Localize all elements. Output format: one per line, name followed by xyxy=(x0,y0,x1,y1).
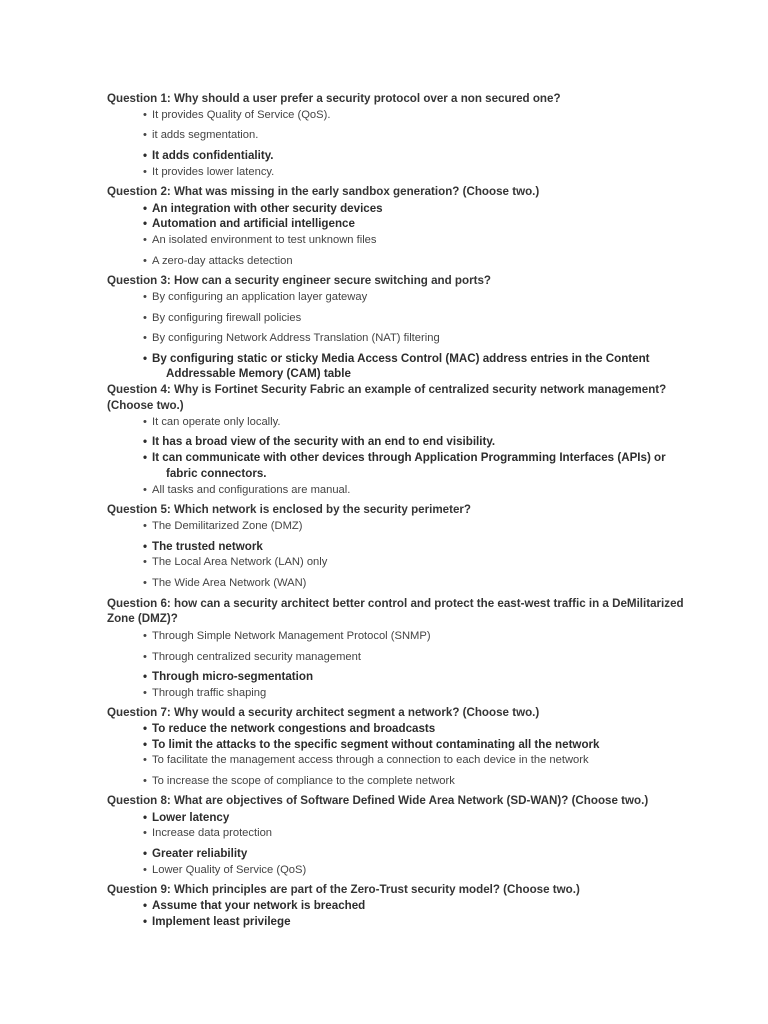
question-5-option-1: • The Demilitarized Zone (DMZ) xyxy=(143,520,303,532)
question-1-option-2: • it adds segmentation. xyxy=(143,129,259,141)
question-3-option-4-continuation: Addressable Memory (CAM) table xyxy=(166,367,351,380)
question-6-title: Question 6: how can a security architect better control and protect the east-west traffic in a DeMilitarized xyxy=(107,597,684,610)
question-5-title: Question 5: Which network is enclosed by the security perimeter? xyxy=(107,503,472,516)
question-4-option-1: • It can operate only locally. xyxy=(143,416,281,428)
question-8-title: Question 8: What are objectives of Software Defined Wide Area Network (SD-WAN)? (Choose two.) xyxy=(107,794,649,807)
question-7-option-2-correct: • To limit the attacks to the specific segment without contaminating all the network xyxy=(143,738,600,751)
question-6-option-3-correct: • Through micro-segmentation xyxy=(143,670,314,683)
question-1-option-3-correct: • It adds confidentiality. xyxy=(143,149,274,162)
question-3-option-3: • By configuring Network Address Translation (NAT) filtering xyxy=(143,332,440,344)
question-2-title: Question 2: What was missing in the early sandbox generation? (Choose two.) xyxy=(107,185,540,198)
question-1-option-4: • It provides lower latency. xyxy=(143,166,275,178)
question-4-option-4: • All tasks and configurations are manual. xyxy=(143,484,351,496)
question-7-option-4: • To increase the scope of compliance to the complete network xyxy=(143,775,455,787)
question-5-option-4: • The Wide Area Network (WAN) xyxy=(143,577,307,589)
question-7-option-1-correct: • To reduce the network congestions and broadcasts xyxy=(143,722,436,735)
question-9-title: Question 9: Which principles are part of the Zero-Trust security model? (Choose two.) xyxy=(107,883,580,896)
question-9-option-1-correct: • Assume that your network is breached xyxy=(143,899,366,912)
question-4-title-continuation: (Choose two.) xyxy=(107,399,184,412)
question-5-option-2-correct: • The trusted network xyxy=(143,540,263,553)
question-6-title-continuation: Zone (DMZ)? xyxy=(107,612,178,625)
question-6-option-4: • Through traffic shaping xyxy=(143,687,267,699)
question-3-option-2: • By configuring firewall policies xyxy=(143,312,302,324)
question-4-option-3-continuation: fabric connectors. xyxy=(166,467,267,480)
question-2-option-3: • An isolated environment to test unknown files xyxy=(143,234,377,246)
question-9-option-2-correct: • Implement least privilege xyxy=(143,915,291,928)
question-4-title: Question 4: Why is Fortinet Security Fabric an example of centralized security network management? xyxy=(107,383,667,396)
question-4-option-2-correct: • It has a broad view of the security with an end to end visibility. xyxy=(143,435,496,448)
question-2-option-4: • A zero-day attacks detection xyxy=(143,255,293,267)
question-1-title: Question 1: Why should a user prefer a security protocol over a non secured one? xyxy=(107,92,561,105)
question-2-option-2-correct: • Automation and artificial intelligence xyxy=(143,217,355,230)
question-6-option-2: • Through centralized security management xyxy=(143,651,361,663)
question-7-title: Question 7: Why would a security architect segment a network? (Choose two.) xyxy=(107,706,540,719)
question-8-option-3-correct: • Greater reliability xyxy=(143,847,248,860)
question-8-option-2: • Increase data protection xyxy=(143,827,273,839)
question-3-option-1: • By configuring an application layer gateway xyxy=(143,291,368,303)
question-6-option-1: • Through Simple Network Management Protocol (SNMP) xyxy=(143,630,431,642)
question-4-option-3-correct: • It can communicate with other devices through Application Programming Interfaces (APIs) or xyxy=(143,451,666,464)
question-3-option-4-correct: • By configuring static or sticky Media Access Control (MAC) address entries in the Content xyxy=(143,352,650,365)
question-2-option-1-correct: • An integration with other security devices xyxy=(143,202,383,215)
question-8-option-1-correct: • Lower latency xyxy=(143,811,230,824)
question-7-option-3: • To facilitate the management access through a connection to each device in the network xyxy=(143,754,589,766)
question-5-option-3: • The Local Area Network (LAN) only xyxy=(143,556,328,568)
question-3-title: Question 3: How can a security engineer secure switching and ports? xyxy=(107,274,491,287)
question-1-option-1: • It provides Quality of Service (QoS). xyxy=(143,109,331,121)
question-8-option-4: • Lower Quality of Service (QoS) xyxy=(143,864,307,876)
